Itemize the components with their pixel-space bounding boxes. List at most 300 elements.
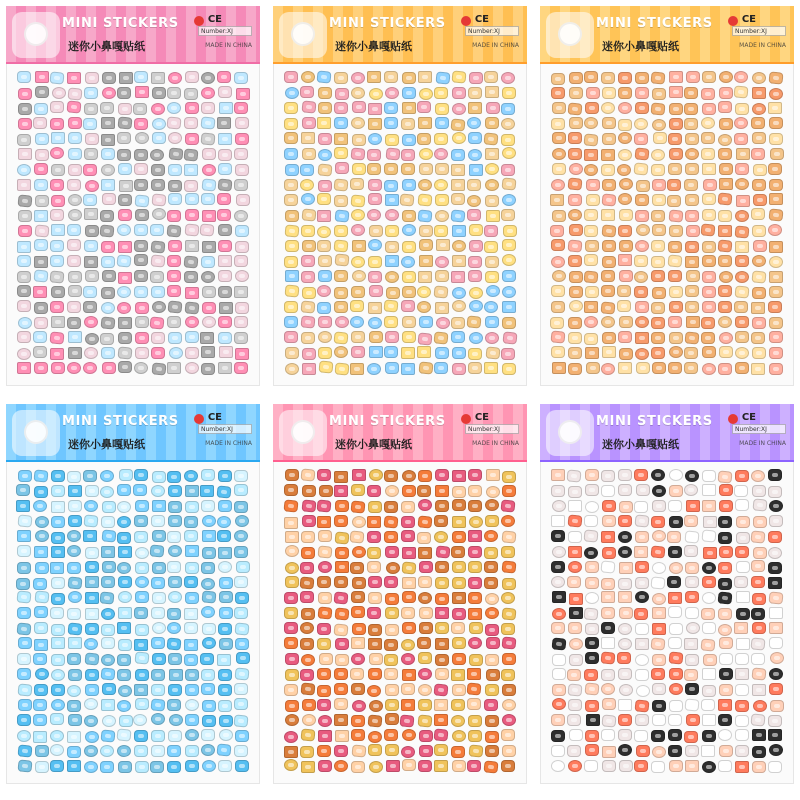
sticker-tile [384, 668, 398, 680]
sticker-tile [752, 729, 766, 741]
sticker-tile [217, 530, 231, 542]
sticker-tile [635, 714, 649, 726]
sticker-tile [300, 622, 314, 634]
sticker-tile [117, 149, 131, 161]
sticker-tile [151, 332, 165, 344]
sticker-tile [218, 760, 232, 772]
sticker-tile [301, 255, 315, 267]
sticker-tile [334, 346, 348, 358]
sticker-tile [700, 638, 715, 651]
sticker-tile [768, 531, 782, 543]
sticker-tile [85, 270, 99, 282]
sticker-tile [617, 300, 631, 312]
sticker-tile [334, 714, 348, 726]
sticker-tile [18, 103, 32, 115]
sticker-tile [502, 87, 516, 99]
sticker-tile [435, 117, 449, 129]
sticker-tile [702, 363, 716, 375]
sticker-tile [300, 576, 315, 589]
sticker-tile [718, 578, 732, 590]
sticker-tile [567, 745, 581, 757]
sticker-tile [134, 163, 148, 175]
sticker-tile [451, 271, 465, 283]
sticker-tile [402, 759, 416, 771]
sticker-tile [101, 516, 115, 528]
sticker-tile [752, 746, 766, 758]
sticker-tile [117, 745, 131, 757]
sticker-tile [401, 300, 415, 312]
sticker-tile [417, 332, 432, 345]
sticker-tile [402, 210, 416, 222]
sticker-tile [484, 362, 498, 374]
sticker-tile [669, 469, 683, 481]
sticker-tile [185, 760, 199, 772]
sticker-tile [49, 270, 64, 283]
sticker-tile [218, 286, 232, 298]
sticker-tile [452, 516, 466, 528]
sticker-tile [435, 469, 449, 481]
sticker-tile [702, 209, 716, 221]
sticker-tile [168, 240, 182, 252]
sticker-tile [401, 118, 415, 130]
sticker-tile [669, 86, 683, 98]
sticker-tile [667, 531, 681, 543]
sticker-tile [318, 164, 333, 177]
sticker-tile [602, 133, 616, 145]
sticker-tile [234, 72, 248, 84]
sticker-tile [118, 317, 132, 329]
sticker-tile [501, 623, 515, 635]
sticker-tile [318, 149, 332, 161]
sticker-tile [484, 132, 499, 145]
sticker-tile [234, 362, 248, 374]
sticker-tile [752, 499, 767, 512]
sticker-tile [468, 102, 482, 114]
sticker-tile [752, 317, 766, 329]
sticker-tile [584, 301, 598, 313]
sticker-tile [736, 148, 750, 160]
number-box: Number:XJ [732, 424, 786, 434]
sticker-tile [384, 576, 398, 588]
sticker-tile [651, 270, 665, 282]
sticker-tile [702, 255, 716, 267]
sticker-tile [734, 622, 748, 634]
sticker-tile [33, 699, 47, 711]
sticker-tile [568, 486, 582, 498]
sticker-tile [34, 546, 48, 558]
sticker-tile [451, 746, 465, 758]
sticker-tile [552, 668, 566, 680]
sticker-tile [584, 547, 598, 559]
sticker-tile [383, 300, 398, 313]
sticker-tile [618, 254, 632, 266]
sticker-tile [167, 362, 181, 374]
sticker-tile [753, 516, 767, 528]
sticker-tile [402, 224, 416, 236]
sticker-tile [451, 699, 465, 711]
sticker-tile [150, 271, 164, 283]
sticker-tile [651, 210, 665, 222]
sticker-tile [435, 545, 450, 558]
sticker-tile [718, 714, 732, 726]
sticker-tile [486, 469, 500, 481]
sticker-tile [618, 72, 632, 84]
sticker-tile [586, 179, 600, 191]
sticker-tile [719, 684, 733, 696]
warning-icon [461, 414, 471, 424]
sticker-tile [752, 87, 766, 99]
sticker-tile [768, 224, 782, 236]
sticker-tile [502, 147, 516, 159]
sticker-tile [417, 346, 431, 358]
sticker-tile [51, 224, 65, 236]
sticker-tile [436, 239, 450, 251]
sticker-tile [85, 731, 99, 743]
sticker-tile [400, 714, 415, 727]
sticker-tile [135, 591, 149, 603]
sticker-tile [635, 240, 649, 252]
sticker-tile [468, 469, 482, 481]
sticker-tile [402, 547, 416, 559]
sticker-tile [734, 86, 749, 99]
sticker-tile [569, 300, 583, 312]
sticker-tile [84, 87, 98, 99]
sticker-tile [485, 163, 499, 175]
sticker-tile [601, 729, 615, 741]
sticker-tile [168, 147, 183, 160]
sticker-tile [84, 698, 98, 710]
sticker-tile [49, 331, 64, 344]
sticker-tile [651, 332, 665, 344]
sticker-tile [769, 271, 783, 283]
sticker-tile [84, 715, 98, 727]
sticker-tile [419, 255, 433, 267]
sticker-tile [686, 270, 700, 282]
sticker-tile [184, 301, 199, 314]
sticker-tile [618, 546, 632, 558]
sticker-tile [50, 607, 64, 619]
sheet-header [273, 404, 527, 462]
sticker-tile [651, 240, 665, 252]
sticker-tile [417, 532, 431, 544]
sticker-tile [202, 148, 216, 160]
sticker-tile [452, 730, 466, 742]
sticker-tile [569, 638, 583, 650]
sticker-tile [635, 301, 649, 313]
sticker-tile [102, 501, 116, 513]
sticker-tile [284, 71, 298, 83]
sticker-tile [17, 241, 31, 253]
sticker-tile [718, 240, 733, 253]
sticker-tile [418, 470, 432, 482]
sticker-tile [634, 271, 648, 283]
sticker-tile [418, 760, 432, 772]
sticker-tile [753, 194, 767, 206]
sticker-tile [601, 683, 615, 695]
sticker-tile [352, 134, 366, 146]
sticker-tile [117, 562, 131, 574]
sticker-tile [135, 576, 149, 588]
sticker-tile [385, 744, 399, 756]
sticker-tile [685, 591, 699, 603]
sticker-tile [185, 669, 199, 681]
sticker-tile [67, 731, 81, 743]
sticker-tile [734, 576, 748, 588]
sticker-tile [367, 209, 381, 221]
sticker-tile [367, 607, 381, 619]
sticker-tile [51, 485, 65, 497]
sticker-tile [451, 149, 465, 161]
sticker-tile [752, 593, 766, 605]
sticker-tile [684, 87, 698, 99]
sticker-tile [719, 484, 733, 496]
sticker-tile [34, 179, 48, 191]
sticker-tile [769, 317, 783, 329]
sticker-tile [83, 530, 97, 542]
sticker-tile [434, 87, 448, 99]
sticker-tile [284, 759, 298, 771]
sticker-tile [318, 180, 332, 192]
sticker-tile [552, 684, 566, 696]
sticker-tile [35, 668, 49, 680]
sticker-tile [734, 133, 748, 145]
sticker-tile [618, 362, 632, 374]
sticker-tile [17, 285, 31, 297]
sticker-tile [685, 760, 699, 772]
sticker-tile [34, 684, 48, 696]
sticker-tile [35, 133, 49, 145]
sticker-tile [100, 745, 114, 757]
sticker-tile [386, 562, 400, 574]
sticker-tile [652, 530, 666, 542]
sticker-tile [735, 470, 749, 482]
sticker-tile [569, 286, 583, 298]
sticker-tile [502, 699, 516, 711]
sticker-tile [434, 179, 448, 191]
sticker-tile [602, 500, 616, 512]
sticker-tile [201, 590, 216, 603]
sticker-tile [501, 118, 515, 130]
sheet-title: MINI STICKERS [329, 414, 446, 429]
sheet-title: MINI STICKERS [62, 16, 179, 31]
sticker-tile [452, 363, 466, 375]
sticker-tile [402, 72, 416, 84]
sticker-tile [302, 348, 316, 360]
sticker-tile [118, 639, 132, 651]
sticker-tile [202, 700, 216, 712]
sticker-tile [301, 608, 315, 620]
made-in-label: MADE IN CHINA [472, 42, 519, 49]
sticker-tile [634, 501, 648, 513]
sticker-tile [285, 653, 299, 665]
sticker-tile [652, 714, 666, 726]
sticker-tile [719, 745, 733, 757]
sticker-tile [418, 271, 432, 283]
sticker-tile [503, 225, 517, 237]
sticker-tile [200, 332, 214, 344]
sticker-tile [152, 132, 166, 144]
sticker-tile [351, 286, 365, 298]
sticker-tile [184, 180, 198, 192]
sticker-tile [352, 469, 366, 481]
sticker-tile [753, 240, 767, 252]
sticker-tile [718, 316, 732, 328]
sticker-tile [318, 87, 332, 99]
sticker-tile [502, 607, 517, 620]
sticker-tile [184, 271, 198, 283]
sticker-tile [468, 546, 482, 558]
sticker-tile [16, 578, 30, 590]
sticker-tile [352, 577, 366, 589]
sticker-tile [217, 516, 231, 528]
sticker-tile [700, 224, 715, 237]
sticker-tile [317, 623, 331, 635]
sticker-tile [184, 117, 198, 129]
sticker-tile [151, 669, 165, 681]
sticker-tile [101, 148, 115, 160]
sticker-tile [401, 683, 415, 695]
sticker-tile [385, 607, 399, 619]
sticker-tile [318, 331, 332, 343]
sticker-tile [33, 500, 47, 512]
sticker-tile [101, 637, 115, 649]
sticker-tile [151, 730, 165, 742]
sticker-tile [468, 362, 482, 374]
sticker-tile [433, 684, 448, 697]
sticker-tile [318, 730, 332, 742]
sticker-tile [35, 562, 49, 574]
sticker-tile [401, 363, 415, 375]
sticker-tile [167, 116, 182, 129]
sticker-tile [752, 179, 766, 191]
sticker-tile [101, 117, 115, 129]
sticker-tile [652, 623, 666, 635]
sticker-tile [51, 593, 65, 605]
sticker-tile [333, 623, 348, 636]
sticker-tile [351, 745, 366, 758]
sticker-tile [151, 103, 165, 115]
sticker-tile [85, 133, 99, 145]
sticker-tile [168, 300, 183, 313]
sticker-tile [68, 591, 82, 603]
sticker-tile [385, 225, 399, 237]
ce-mark-icon: CE [741, 412, 756, 423]
sticker-tile [234, 530, 248, 542]
sticker-tile [684, 515, 698, 527]
made-in-label: MADE IN CHINA [205, 440, 252, 447]
sticker-tile [634, 133, 648, 145]
sticker-tile [334, 117, 348, 129]
sticker-tile [602, 256, 616, 268]
sticker-tile [167, 622, 181, 634]
sticker-tile [151, 607, 165, 619]
sticker-tile [568, 332, 582, 344]
sticker-tile [669, 118, 683, 130]
sticker-tile [569, 607, 583, 619]
sticker-tile [684, 545, 698, 557]
sticker-tile [736, 532, 750, 544]
sticker-tile [300, 591, 314, 603]
sticker-tile [769, 179, 783, 191]
sticker-tile [85, 561, 99, 573]
sticker-tile [201, 744, 215, 756]
sticker-tile [369, 225, 383, 237]
sticker-tile [568, 760, 582, 772]
sticker-tile [284, 592, 298, 604]
sticker-tile [368, 744, 382, 756]
sticker-tile [769, 88, 783, 100]
sticker-tile [101, 241, 115, 253]
sticker-tile [284, 731, 298, 743]
sticker-tile [752, 287, 766, 299]
sticker-tile [51, 164, 65, 176]
sticker-tile [334, 209, 349, 222]
sticker-tile [452, 760, 466, 772]
sticker-tile [85, 623, 99, 635]
sticker-tile [352, 546, 366, 558]
sticker-tile [601, 578, 615, 590]
sticker-tile [351, 72, 365, 84]
sticker-tile [652, 362, 666, 374]
sticker-tile [486, 637, 500, 649]
sticker-tile [134, 515, 148, 527]
sticker-tile [550, 317, 564, 329]
sticker-tile [100, 667, 115, 680]
sticker-tile [51, 132, 65, 144]
sticker-tile [618, 668, 632, 680]
sticker-tile [718, 562, 732, 574]
sticker-tile [702, 730, 716, 742]
made-in-label: MADE IN CHINA [739, 42, 786, 49]
sticker-tile [635, 669, 649, 681]
sticker-tile [735, 241, 749, 253]
sticker-tile [168, 485, 182, 497]
sticker-tile [652, 194, 666, 206]
sticker-tile [401, 347, 415, 359]
sticker-tile [385, 624, 399, 636]
sticker-tile [319, 653, 333, 665]
sticker-tile [84, 148, 98, 160]
sticker-tile [386, 760, 400, 772]
ce-mark-icon: CE [207, 14, 222, 25]
sticker-tile [736, 561, 750, 573]
sticker-tile [752, 485, 766, 497]
sticker-tile [485, 515, 499, 527]
sticker-tile [301, 547, 315, 559]
sticker-tile [117, 516, 131, 528]
sticker-tile [551, 346, 565, 358]
sticker-tile [100, 761, 114, 773]
sticker-tile [669, 286, 683, 298]
sticker-tile [285, 270, 299, 282]
sticker-tile [452, 577, 466, 589]
sticker-grid [283, 70, 517, 376]
sticker-tile [684, 103, 698, 115]
sticker-tile [84, 256, 98, 268]
sticker-tile [485, 117, 499, 129]
sticker-tile [551, 118, 565, 130]
sticker-tile [434, 699, 448, 711]
sticker-tile [218, 149, 232, 161]
sticker-tile [451, 210, 466, 223]
sticker-tile [134, 531, 148, 543]
sticker-tile [701, 608, 715, 620]
sticker-tile [768, 102, 782, 114]
sticker-tile [685, 530, 700, 543]
sticker-tile [384, 117, 398, 129]
sticker-tile [701, 88, 715, 100]
sticker-tile [702, 163, 716, 175]
